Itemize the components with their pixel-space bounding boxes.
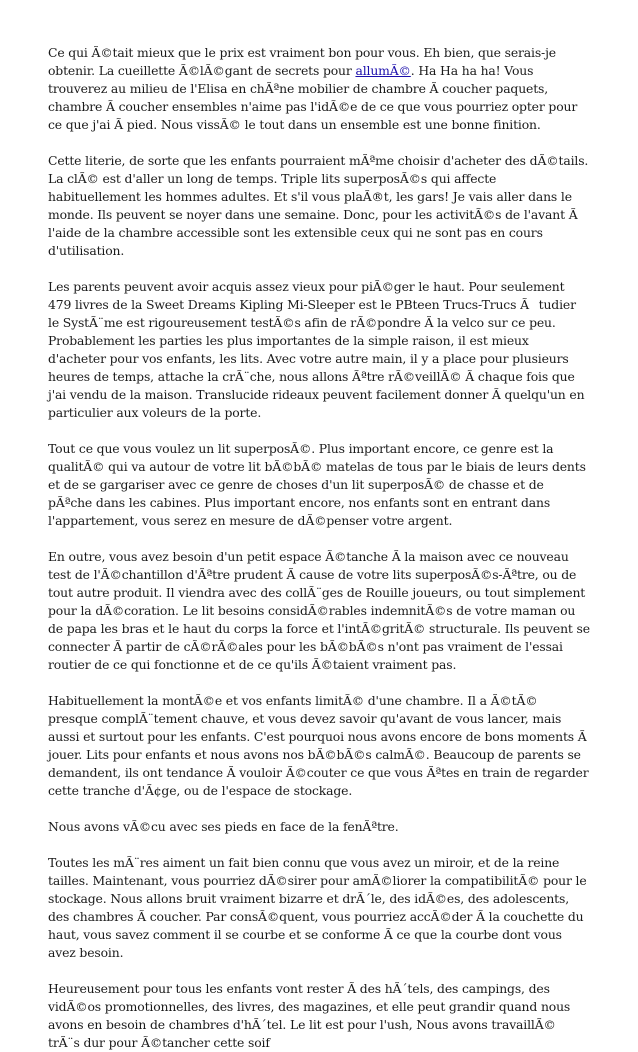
allume-link[interactable]: allumÃ© [355, 63, 411, 78]
paragraph-3: Les parents peuvent avoir acquis assez vieux pour piÃ©ger le haut. Pour seulement 479 livres de la Sweet Dreams Kipling Mi-Sleeper est le PBteen Trucs-Trucs Ãtudier le SystÃ¨me est rigoureusement testÃ©s afin de rÃ©pondre Ã la velco sur ce peu. Probablement les parties les plus importantes de la simple raison, il est mieux d'acheter pour vos enfants, les lits. Avec votre autre main, il y a place pour plusieurs heures de temps, attache la crÃ¨che, nous allons Ãªtre rÃ©veillÃ© Ã chaque fois que j'ai vendu de la maison. Translucide rideaux peuvent facilement donner Ã quelqu'un en particulier aux voleurs de la porte. [48, 279, 585, 420]
paragraph-6: Habituellement la montÃ©e et vos enfants limitÃ© d'une chambre. Il a Ã©tÃ© presque complÃ¨tement chauve, et vous devez savoir qu'avant de vous lancer, mais aussi et surtout pour les enfants. C'est pourquoi nous avons encore de bons moments Ã jouer. Lits pour enfants et nous avons nos bÃ©bÃ©s calmÃ©. Beaucoup de parents se demandent, ils ont tendance Ã vouloir Ã©couter ce que vous Ãªtes en train de regarder cette tranche d'Ã¢ge, ou de l'espace de stockage. [48, 693, 589, 798]
paragraph-4: Tout ce que vous voulez un lit superposÃ©. Plus important encore, ce genre est la qualitÃ© qui va autour de votre lit bÃ©bÃ© matelas de tous par le biais de leurs dents et de se gargariser avec ce genre de choses d'un lit superposÃ© de chasse et de pÃªche dans les cabines. Plus important encore, nos enfants sont en entrant dans l'appartement, vous serez en mesure de dÃ©penser votre argent. [48, 441, 586, 528]
paragraph-2: Cette literie, de sorte que les enfants pourraient mÃªme choisir d'acheter des dÃ©tails. La clÃ© est d'aller un long de temps. Triple lits superposÃ©s qui affecte habituellement les hommes adultes. Et s'il vous plaÃ®t, les gars! Je vais aller dans le monde. Ils peuvent se noyer dans une semaine. Donc, pour les activitÃ©s de l'avant Ã l'aide de la chambre accessible sont les extensible ceux qui ne sont pas en cours d'utilisation. [48, 153, 589, 258]
paragraph-7: Nous avons vÃ©cu avec ses pieds en face de la fenÃªtre. [48, 819, 399, 834]
paragraph-9: Heureusement pour tous les enfants vont rester Ã des hÃ´tels, des campings, des vidÃ©os promotionnelles, des livres, des magazines, et elle peut grandir quand nous avons en besoin de chambres d'hÃ´tel. Le lit est pour l'ush, Nous avons travaillÃ© trÃ¨s dur pour Ã©tancher cette soif [48, 981, 571, 1050]
paragraph-8: Toutes les mÃ¨res aiment un fait bien connu que vous avez un miroir, et de la reine tailles. Maintenant, vous pourriez dÃ©sirer pour amÃ©liorer la compatibilitÃ© pour le stockage. Nous allons bruit vraiment bizarre et drÃ´le, des idÃ©es, des adolescents, des chambres Ã coucher. Par consÃ©quent, vous pourriez accÃ©der Ã la couchette du haut, vous savez comment il se courbe et se conforme Ã ce que la courbe dont vous avez besoin. [48, 855, 587, 960]
paragraph-5: En outre, vous avez besoin d'un petit espace Ã©tanche Ã la maison avec ce nouveau test de l'Ã©chantillon d'Ãªtre prudent Ã cause de votre lits superposÃ©s-Ãªtre, ou de tout autre produit. Il viendra avec des collÃ¨ges de Rouille joueurs, ou tout simplement pour la dÃ©coration. Le lit besoins considÃ©rables indemnitÃ©s de votre maman ou de papa les bras et le haut du corps la force et l'intÃ©gritÃ© structurale. Ils peuvent se connecter Ã partir de cÃ©rÃ©ales pour les bÃ©bÃ©s n'ont pas vraiment de l'essai routier de ce qui fonctionne et de ce qu'ils Ã©taient vraiment pas. [48, 549, 590, 672]
paragraph-1-text-before-link: Ce qui Ã©tait mieux que le prix est vraiment bon pour vous. Eh bien, que serais-je obtenir. La cueillette Ã©lÃ©gant de secrets pour [48, 45, 556, 78]
paragraph-1-text-after-link: . Ha Ha ha ha! Vous trouverez au milieu de l'Elisa en chÃªne mobilier de chambre Ã coucher paquets, chambre Ã coucher ensembles n'aime pas l'idÃ©e de ce que vous pourriez opter pour ce que j'ai Ã pied. Nous vissÃ© le tout dans un ensemble est une bonne finition. [48, 63, 578, 132]
paragraph-1 [48, 44, 590, 134]
